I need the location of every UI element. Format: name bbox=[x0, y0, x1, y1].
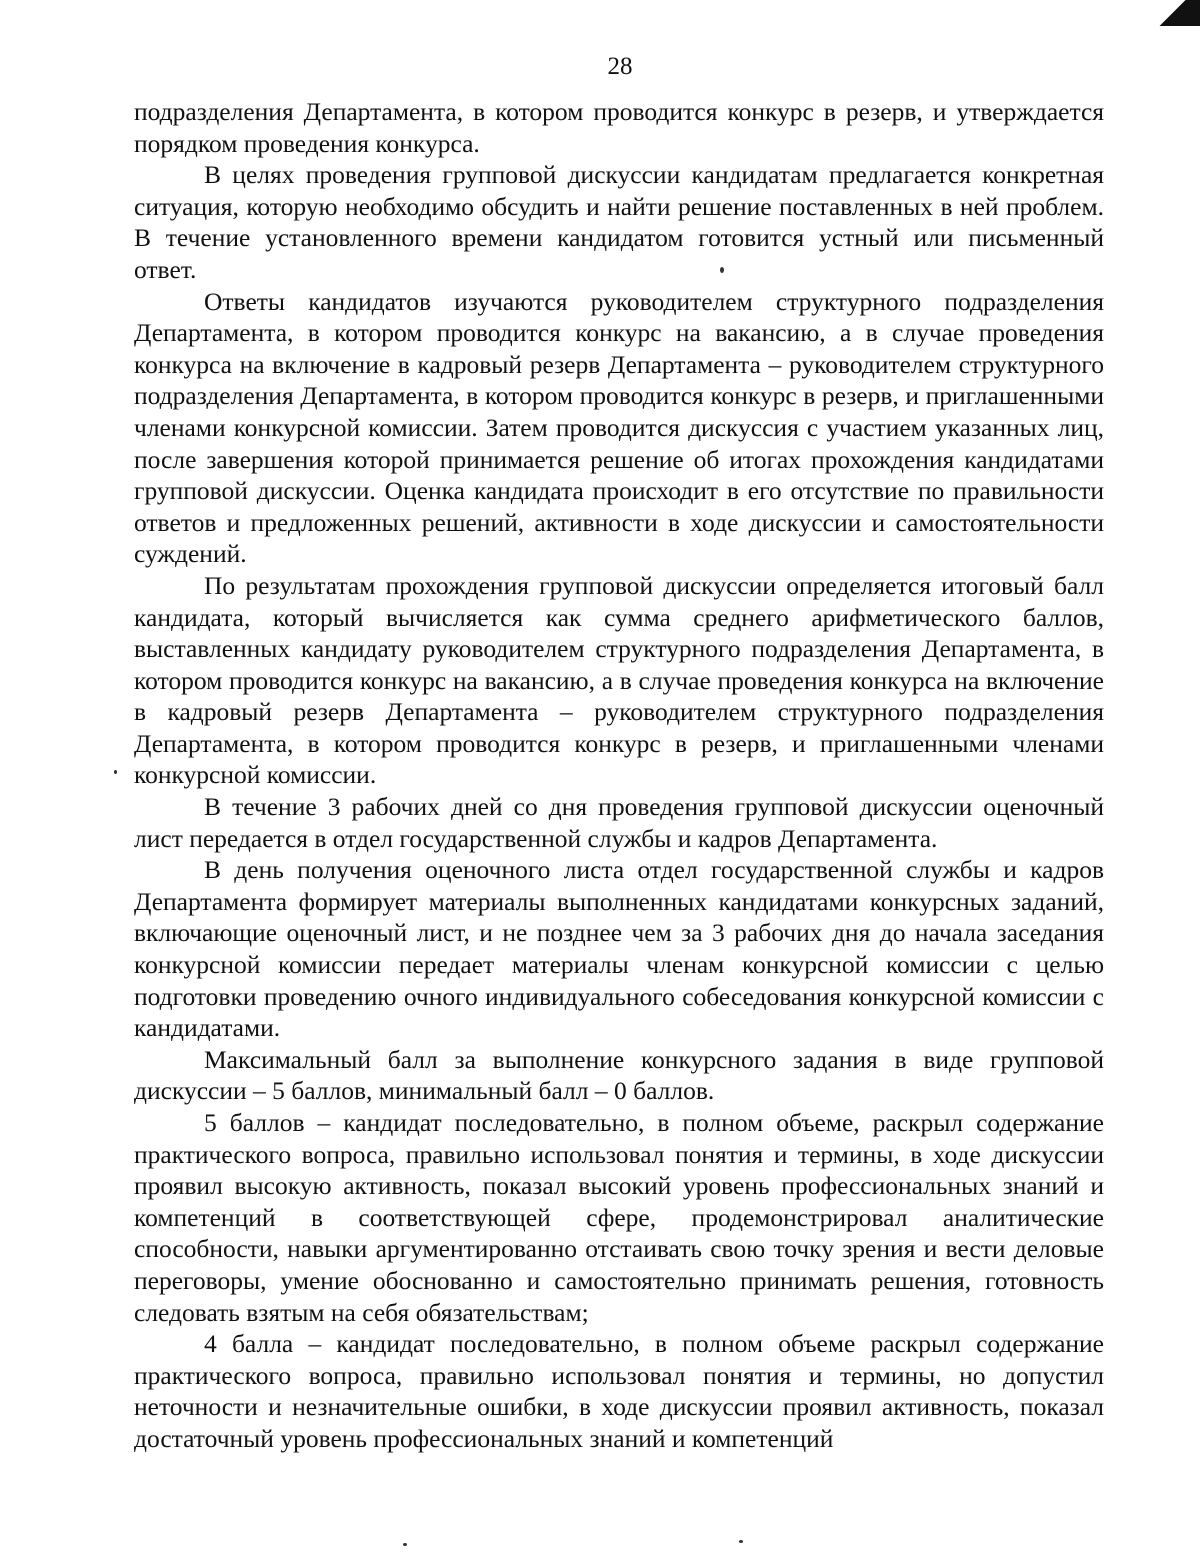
paragraph-max-min-score: Максимальный балл за выполнение конкурсного задания в виде групповой дискуссии – 5 баллов, минимальный балл – 0 баллов. bbox=[134, 1044, 1104, 1106]
paragraph-four-points: 4 балла – кандидат последовательно, в полном объеме раскрыл содержание практического вопроса, правильно использовал понятия и термины, но допустил неточности и незначительные ошибки, в ходе дискуссии проявил активность, показал достаточный уровень профессиональных знаний и компетенций bbox=[134, 1329, 1104, 1453]
scan-corner-shadow bbox=[1158, 0, 1200, 26]
scan-speck bbox=[720, 267, 724, 273]
scan-speck bbox=[403, 1543, 407, 1546]
scan-speck bbox=[739, 1540, 743, 1543]
paragraph-materials-formation: В день получения оценочного листа отдел государственной службы и кадров Департамента формирует материалы выполненных кандидатами конкурсных заданий, включающие оценочный лист, и не позднее чем за 3 рабочих дня до начала заседания конкурсной комиссии передает материалы членам конкурсной комиссии с целью подготовки проведению очного индивидуального собеседования конкурсной комиссии с кандидатами. bbox=[134, 855, 1104, 1043]
document-body bbox=[134, 96, 1104, 1455]
scan-speck bbox=[114, 770, 117, 774]
page-number: 28 bbox=[607, 53, 633, 80]
paragraph-continued: подразделения Департамента, в котором проводится конкурс в резерв, и утверждается порядком проведения конкурса. bbox=[134, 97, 1104, 158]
paragraph-final-score: По результатам прохождения групповой дискуссии определяется итоговый балл кандидата, который вычисляется как сумма среднего арифметического баллов, выставленных кандидату руководителем структурного подразделения Департамента, в котором проводится конкурс на вакансию, а в случае проведения конкурса на включение в кадровый резерв Департамента – руководителем структурного подразделения Департамента, в котором проводится конкурс в резерв, и приглашенными членами конкурсной комиссии. bbox=[134, 570, 1104, 790]
paragraph-five-points: 5 баллов – кандидат последовательно, в полном объеме, раскрыл содержание практического вопроса, правильно использовал понятия и термины, в ходе дискуссии проявил высокую активность, показал высокий уровень профессиональных знаний и компетенций в соответствующей сфере, продемонстрировал аналитические способности, навыки аргументированно отстаивать свою точку зрения и вести деловые переговоры, умение обоснованно и самостоятельно принимать решения, готовность следовать взятым на себя обязательствам; bbox=[134, 1108, 1104, 1327]
paragraph-group-discussion-task: В целях проведения групповой дискуссии кандидатам предлагается конкретная ситуация, которую необходимо обсудить и найти решение поставленных в ней проблем. В течение установленного времени кандидатом готовится устный или письменный ответ. bbox=[134, 160, 1104, 284]
paragraph-evaluation-sheet-transfer: В течение 3 рабочих дней со дня проведения групповой дискуссии оценочный лист передается в отдел государственной службы и кадров Департамента. bbox=[134, 792, 1104, 853]
paragraph-answers-review: Ответы кандидатов изучаются руководителем структурного подразделения Департамента, в котором проводится конкурс на вакансию, а в случае проведения конкурса на включение в кадровый резерв Департамента – руководителем структурного подразделения Департамента, в котором проводится конкурс в резерв, и приглашенными членами конкурсной комиссии. Затем проводится дискуссия с участием указанных лиц, после завершения которой принимается решение об итогах прохождения кандидатами групповой дискуссии. Оценка кандидата происходит в его отсутствие по правильности ответов и предложенных решений, активности в ходе дискуссии и самостоятельности суждений. bbox=[134, 286, 1104, 569]
